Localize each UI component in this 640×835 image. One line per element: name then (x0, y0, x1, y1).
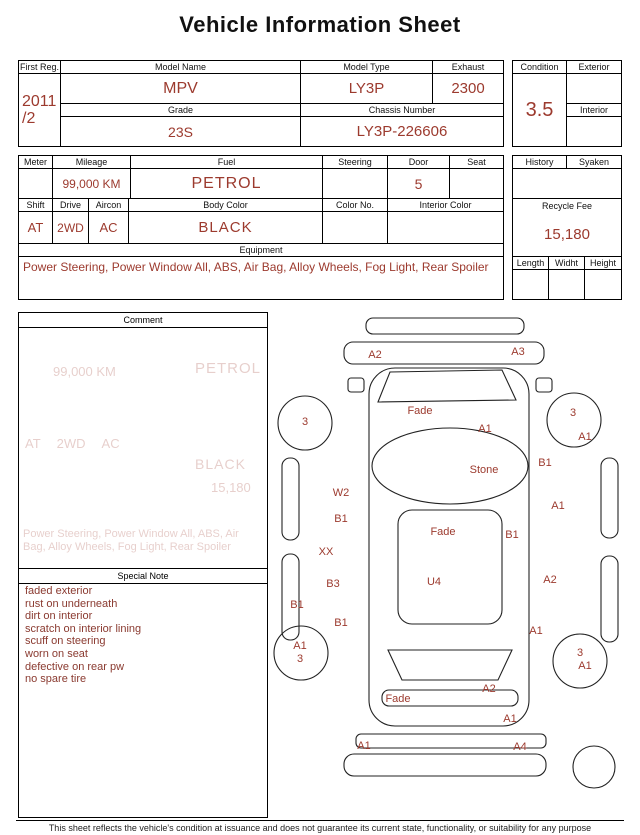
length-label: Length (513, 257, 549, 270)
windshield-shape (378, 370, 516, 402)
wheel-front-right (547, 393, 601, 447)
exterior-value (567, 74, 621, 104)
special-note-item: worn on seat (25, 647, 88, 660)
steering-label: Steering (323, 156, 388, 169)
interior-color-label: Interior Color (388, 199, 503, 212)
special-note-item: rust on underneath (25, 597, 118, 610)
condition-box (512, 60, 622, 147)
diagram-mark: A1 (293, 640, 307, 652)
chassis-number-value: LY3P-226606 (356, 123, 448, 140)
info-table-1 (18, 60, 504, 147)
meter-label: Meter (19, 156, 53, 169)
special-note-item: no spare tire (25, 673, 87, 686)
spare-tire-shape (573, 746, 615, 788)
body-color-value: BLACK (129, 212, 323, 244)
right-mirror-shape (536, 378, 552, 392)
meter-value (19, 169, 53, 199)
steering-value (323, 169, 388, 199)
comment-area (19, 328, 267, 568)
ghost-recycle-fee: 15,180 (211, 480, 251, 495)
disclaimer-text: This sheet reflects the vehicle's condition at issuance and does not guarantee its current state, functionality, or suitability for any purpose (16, 820, 624, 833)
diagram-mark: A2 (368, 349, 382, 361)
condition-value: 3.5 (513, 74, 567, 146)
interior-color-value (388, 212, 503, 244)
mileage-value: 99,000 KM (53, 169, 131, 199)
color-no-value (323, 212, 388, 244)
rear-window-shape (388, 650, 512, 680)
diagram-mark: A1 (578, 660, 592, 672)
first-reg-month: /2 (22, 110, 36, 127)
ghost-equipment: Power Steering, Power Window All, ABS, Air Bag, Alloy Wheels, Fog Light, Rear Spoiler (23, 528, 239, 553)
comment-header: Comment (19, 313, 267, 328)
diagram-mark: A4 (513, 741, 527, 753)
height-label: Height (585, 257, 621, 270)
shift-label: Shift (19, 199, 53, 212)
ghost-shift-row (25, 436, 120, 451)
interior-label: Interior (567, 104, 621, 117)
fuel-value: PETROL (131, 169, 323, 199)
first-reg-value (19, 74, 61, 146)
special-note-item: scratch on interior lining (25, 622, 142, 635)
model-name-label: Model Name (61, 61, 301, 74)
left-rear-door-shape (282, 554, 299, 640)
drive-value: 2WD (53, 212, 89, 244)
car-diagram-svg (270, 312, 638, 812)
diagram-mark: 3 (301, 416, 309, 428)
diagram-mark: XX (318, 546, 334, 558)
diagram-mark: B1 (290, 599, 304, 611)
width-value (549, 270, 585, 299)
diagram-mark: A1 (478, 423, 492, 435)
ghost-body-color: BLACK (195, 456, 246, 472)
rear-bumper-shape (344, 754, 546, 776)
diagram-mark: Fade (407, 405, 433, 417)
equipment-value: Power Steering, Power Window All, ABS, Air Bag, Alloy Wheels, Fog Light, Rear Spoiler (23, 260, 489, 274)
info-table-2 (18, 155, 504, 300)
width-label: Widht (549, 257, 585, 270)
ghost-drive: 2WD (56, 436, 86, 451)
left-front-door-shape (282, 458, 299, 540)
diagram-mark: A1 (551, 500, 565, 512)
special-note-item: defective on rear pw (25, 660, 125, 673)
diagram-mark: Fade (385, 693, 411, 705)
seat-label: Seat (450, 156, 503, 169)
exterior-label: Exterior (567, 61, 621, 74)
door-value: 5 (388, 169, 450, 199)
diagram-mark: B1 (538, 457, 552, 469)
diagram-mark: A2 (543, 574, 557, 586)
exhaust-value: 2300 (433, 74, 503, 104)
roof-front-shape (372, 428, 528, 504)
door-label: Door (388, 156, 450, 169)
left-column (18, 312, 268, 818)
special-note-item: faded exterior (25, 585, 93, 597)
seat-value (450, 169, 503, 199)
diagram-mark: A1 (578, 431, 592, 443)
diagram-mark: Fade (430, 526, 456, 538)
interior-value (567, 117, 621, 146)
diagram-mark: U4 (426, 576, 442, 588)
recycle-fee-value: 15,180 (513, 212, 621, 257)
special-note-list (25, 585, 263, 686)
exhaust-label: Exhaust (433, 61, 503, 74)
front-bumper-shape (366, 318, 524, 334)
model-type-value: LY3P (301, 74, 433, 104)
equipment-label: Equipment (19, 244, 503, 257)
diagram-mark: 3 (569, 407, 577, 419)
history-box (512, 155, 622, 300)
ghost-fuel: PETROL (195, 360, 262, 377)
drive-label: Drive (53, 199, 89, 212)
model-type-label: Model Type (301, 61, 433, 74)
left-mirror-shape (348, 378, 364, 392)
body-outline-shape (369, 368, 529, 726)
diagram-mark: Stone (469, 464, 499, 476)
syaken-label: Syaken (567, 156, 621, 169)
right-rear-door-shape (601, 556, 618, 642)
ghost-aircon: AC (101, 436, 120, 451)
color-no-label: Color No. (323, 199, 388, 212)
grade-label: Grade (61, 104, 301, 117)
body-color-label: Body Color (129, 199, 323, 212)
diagram-mark: B1 (334, 513, 348, 525)
first-reg-year: 2011 (22, 93, 57, 110)
diagram-mark: A1 (357, 740, 371, 752)
page-title: Vehicle Information Sheet (179, 12, 461, 37)
diagram-mark: W2 (332, 487, 350, 499)
shift-value: AT (19, 212, 53, 244)
diagram-mark: B1 (334, 617, 348, 629)
mileage-label: Mileage (53, 156, 131, 169)
ghost-mileage: 99,000 KM (53, 364, 116, 379)
diagram-mark: A2 (482, 683, 496, 695)
model-name-value: MPV (61, 74, 301, 104)
right-front-door-shape (601, 458, 618, 538)
first-reg-label: First Reg. (19, 62, 59, 72)
diagram-mark: A1 (529, 625, 543, 637)
special-note-item: dirt on interior (25, 610, 93, 623)
special-note-header: Special Note (19, 568, 267, 584)
chassis-number-label: Chassis Number (301, 104, 503, 117)
diagram-mark: A1 (503, 713, 517, 725)
diagram-mark: B3 (326, 578, 340, 590)
special-note-item: scuff on steering (25, 635, 106, 648)
grade-value: 23S (61, 117, 301, 146)
condition-label: Condition (513, 61, 567, 74)
diagram-mark: A3 (511, 346, 525, 358)
diagram-mark: 3 (296, 653, 304, 665)
height-value (585, 270, 621, 299)
history-label: History (513, 156, 567, 169)
diagram-mark: B1 (505, 529, 519, 541)
ghost-shift: AT (25, 436, 41, 451)
aircon-label: Aircon (89, 199, 129, 212)
fuel-label: Fuel (131, 156, 323, 169)
history-syaken-value (513, 169, 621, 199)
recycle-fee-label: Recycle Fee (541, 200, 593, 211)
aircon-value: AC (89, 212, 129, 244)
length-value (513, 270, 549, 299)
car-damage-diagram (270, 312, 638, 812)
diagram-mark: 3 (576, 647, 584, 659)
